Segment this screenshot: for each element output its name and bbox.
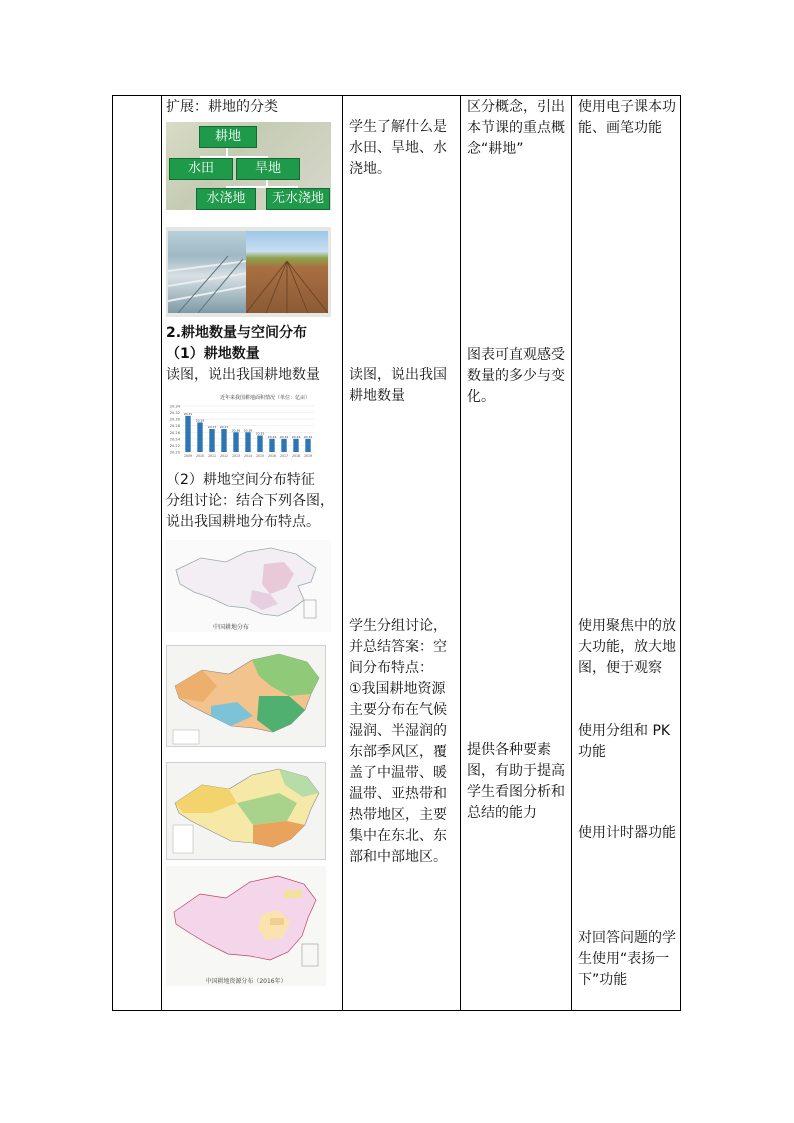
farmland-classification-diagram: [166, 122, 331, 210]
chart-bar: [281, 439, 286, 452]
map-caption: 中国耕地分布: [212, 624, 249, 631]
section2-title: 2.耕地数量与空间分布: [166, 325, 308, 341]
chart-bar: [245, 432, 250, 452]
column-divider: [460, 96, 461, 1010]
farmland-distribution-map: [166, 540, 331, 632]
farmland-photos: [166, 227, 331, 317]
tree-node-dryland: 旱地: [236, 158, 300, 180]
x-tick-label: 2010: [195, 454, 205, 458]
design-intent-1: 区分概念，引出本节课的重点概念“耕地”: [467, 99, 565, 157]
bar-data-label: 20.26: [231, 428, 241, 433]
x-tick-label: 2017: [279, 454, 289, 458]
student-activity-3: 学生分组讨论，并总结答案：空间分布特点：: [349, 618, 447, 676]
y-tick-label: 20.26: [169, 430, 180, 435]
bar-data-label: 20.27: [219, 425, 229, 429]
dry-field-photo: [246, 231, 328, 313]
column-divider: [571, 96, 572, 1010]
bar-data-label: 20.29: [195, 418, 205, 423]
student-activity-1: 学生了解什么是水田、旱地、水浇地。: [349, 119, 447, 177]
y-tick-label: 20.20: [169, 450, 180, 455]
read-chart-prompt: 读图，说出我国耕地数量: [166, 367, 320, 383]
bar-data-label: 20.24: [303, 434, 313, 439]
student-activity-2: 读图，说出我国耕地数量: [349, 367, 447, 404]
precipitation-map: [166, 762, 326, 860]
x-tick-label: 2016: [267, 454, 277, 458]
chart-bar: [197, 422, 202, 452]
chart-bar: [221, 429, 226, 452]
x-tick-label: 2014: [243, 454, 253, 458]
student-activity-4: ①我国耕地资源主要分布在气候湿润、半湿润的东部季风区，覆盖了中温带、暖温带、亚热带和热带地区，主要集中在东北、东部和中部地区。: [349, 681, 447, 865]
bar-data-label: 20.24: [279, 434, 289, 439]
column-divider: [342, 96, 343, 1010]
bar-data-label: 20.24: [291, 434, 301, 439]
x-tick-label: 2018: [291, 454, 301, 458]
design-intent-3: 提供各种要素图，有助于提高学生看图分析和总结的能力: [467, 742, 565, 821]
x-tick-label: 2013: [231, 454, 241, 458]
farmland-area-chart: [166, 392, 318, 462]
tree-node-paddy: 水田: [169, 158, 233, 180]
x-tick-label: 2011: [207, 454, 217, 458]
x-tick-label: 2019: [303, 454, 313, 458]
tree-node-root: 耕地: [199, 126, 257, 148]
tool-usage-5: 对回答问题的学生使用“表扬一下”功能: [578, 930, 676, 988]
x-tick-label: 2015: [255, 454, 265, 458]
x-tick-label: 2009: [183, 454, 193, 458]
chart-plot: [166, 392, 318, 462]
chart-bar: [305, 439, 310, 452]
bar-data-label: 20.27: [207, 425, 217, 429]
climate-zone-map: [166, 645, 326, 747]
y-tick-label: 20.30: [169, 417, 180, 422]
y-tick-label: 20.24: [169, 437, 180, 442]
chart-bar: [185, 416, 190, 452]
chart-bar: [269, 439, 274, 452]
x-tick-label: 2012: [219, 454, 229, 458]
paddy-field-photo: [168, 231, 248, 313]
tool-usage-2: 使用聚焦中的放大功能，放大地图，便于观察: [578, 618, 676, 676]
tool-usage-3: 使用分组和 PK 功能: [578, 723, 671, 760]
chart-bar: [233, 432, 238, 452]
bar-data-label: 20.24: [267, 434, 277, 439]
expand-heading: 扩展：耕地的分类: [166, 99, 278, 115]
y-tick-label: 20.22: [169, 443, 180, 448]
column-divider: [161, 96, 162, 1010]
subsection1-title: （1）耕地数量: [166, 346, 260, 362]
tree-node-irrigated: 水浇地: [196, 188, 256, 210]
map-caption: 中国耕地资源分布（2016年）: [205, 978, 287, 985]
discussion-prompt: 分组讨论：结合下列各图，说出我国耕地分布特点。: [166, 493, 334, 530]
chart-bar: [209, 429, 214, 452]
bar-data-label: 20.25: [255, 431, 265, 436]
farmland-resources-map: [166, 866, 326, 986]
y-tick-label: 20.28: [169, 424, 180, 429]
chart-bar: [257, 436, 262, 452]
chart-bar: [293, 439, 298, 452]
bar-data-label: 20.26: [243, 428, 253, 433]
chart-title: 近年来我国耕地面积情况（单位：亿亩）: [220, 395, 311, 401]
tree-node-non-irrigated: 无水浇地: [266, 188, 330, 210]
y-tick-label: 20.34: [169, 404, 180, 409]
y-tick-label: 20.32: [169, 411, 180, 416]
tool-usage-1: 使用电子课本功能、画笔功能: [578, 99, 676, 136]
bar-data-label: 20.31: [183, 411, 193, 416]
tool-usage-4: 使用计时器功能: [578, 825, 676, 841]
subsection2-title: （2）耕地空间分布特征: [166, 472, 315, 488]
design-intent-2: 图表可直观感受数量的多少与变化。: [467, 347, 565, 405]
